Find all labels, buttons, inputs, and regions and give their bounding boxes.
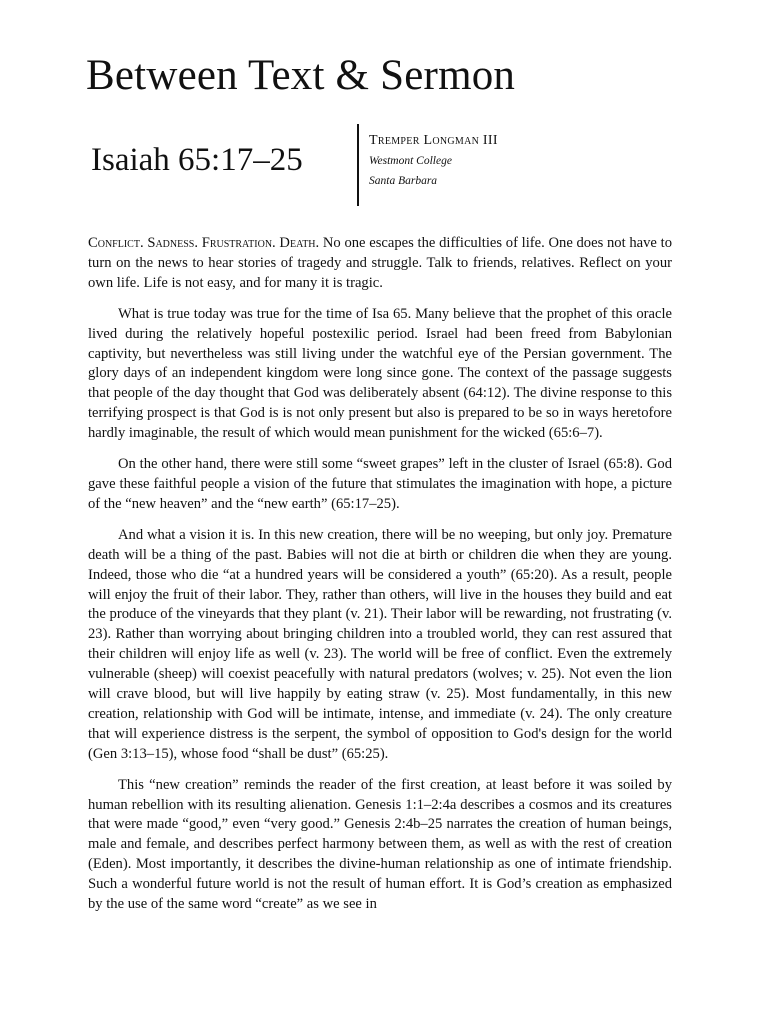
title-divider	[357, 124, 359, 206]
paragraph-4: And what a vision it is. In this new creation, there will be no weeping, but only joy. Premature death will be a thing of the past. Babies will not die at birth or children die when they are young. Indeed, those who die “at a hundred years will be considered a youth” (65:20). As a result, people will enjoy the fruit of their labor. They, rather than others, will live in the houses they build and eat the produce of the vineyards that they plant (v. 21). Their labor will be rewarding, not frustrating (v. 23). Rather than worrying about bringing children into a troubled world, they can rest assured that their children will enjoy life as well (v. 23). The world will be free of conflict. Even the extremely vulnerable (sheep) will coexist peacefully with natural predators (wolves; v. 25). Not even the lion will crave blood, but will live happily by eating straw (v. 25). Most fundamentally, in this new creation, relationship with God will be intimate, intense, and immediate (v. 24). The only creature that will experience distress is the serpent, the symbol of opposition to God's design for the world (Gen 3:13–15), whose food “shall be dust” (65:25).	[88, 526, 672, 762]
author-name: Tremper Longman III	[369, 133, 498, 148]
author-affiliation-location: Santa Barbara	[369, 175, 438, 187]
paragraph-1	[88, 234, 672, 294]
paragraph-1-text: No one escapes the difficulties of life. One does not have to turn on the news to hear stories of tragedy and struggle. Talk to friends, relatives. Reflect on your own life. Life is not easy, and for many it is tragic.	[88, 235, 672, 291]
author-block	[369, 131, 498, 191]
article-body	[88, 234, 672, 926]
author-affiliation-institution: Westmont College	[369, 155, 452, 167]
paragraph-5: This “new creation” reminds the reader of the first creation, at least before it was soiled by human rebellion with its resulting alienation. Genesis 1:1–2:4a describes a cosmos and its creatures that were made “good,” even “very good.” Genesis 2:4b–25 narrates the creation of human beings, male and female, and describes perfect harmony between them, as well as with the rest of creation (Eden). Most importantly, it describes the divine-human relationship as one of intimate friendship. Such a wonderful future world is not the result of human effort. It is God’s creation as emphasized by the use of the same word “create” as we see in	[88, 776, 672, 913]
paragraph-3: On the other hand, there were still some “sweet grapes” left in the cluster of Israel (65:8). God gave these faithful people a vision of the future that stimulates the imagination with hope, a picture of the “new heaven” and the “new earth” (65:17–25).	[88, 456, 672, 512]
lead-in: Conflict. Sadness. Frustration. Death.	[88, 235, 320, 251]
passage-title: Isaiah 65:17–25	[91, 142, 303, 178]
series-title: Between Text & Sermon	[86, 52, 516, 99]
paragraph-2: What is true today was true for the time of Isa 65. Many believe that the prophet of this oracle lived during the relatively hopeful postexilic period. Israel had been freed from Babylonian captivity, but nevertheless was still living under the watchful eye of the Persian government. The glory days of an independent kingdom were long since gone. The context of the passage suggests that people of the day thought that God was deliberately absent (64:12). The divine response to this terrifying prospect is that God is is not only present but also is prepared to be so in ways heretofore hardly imaginable, the result of which would mean punishment for the wicked (65:6–7).	[88, 305, 672, 442]
